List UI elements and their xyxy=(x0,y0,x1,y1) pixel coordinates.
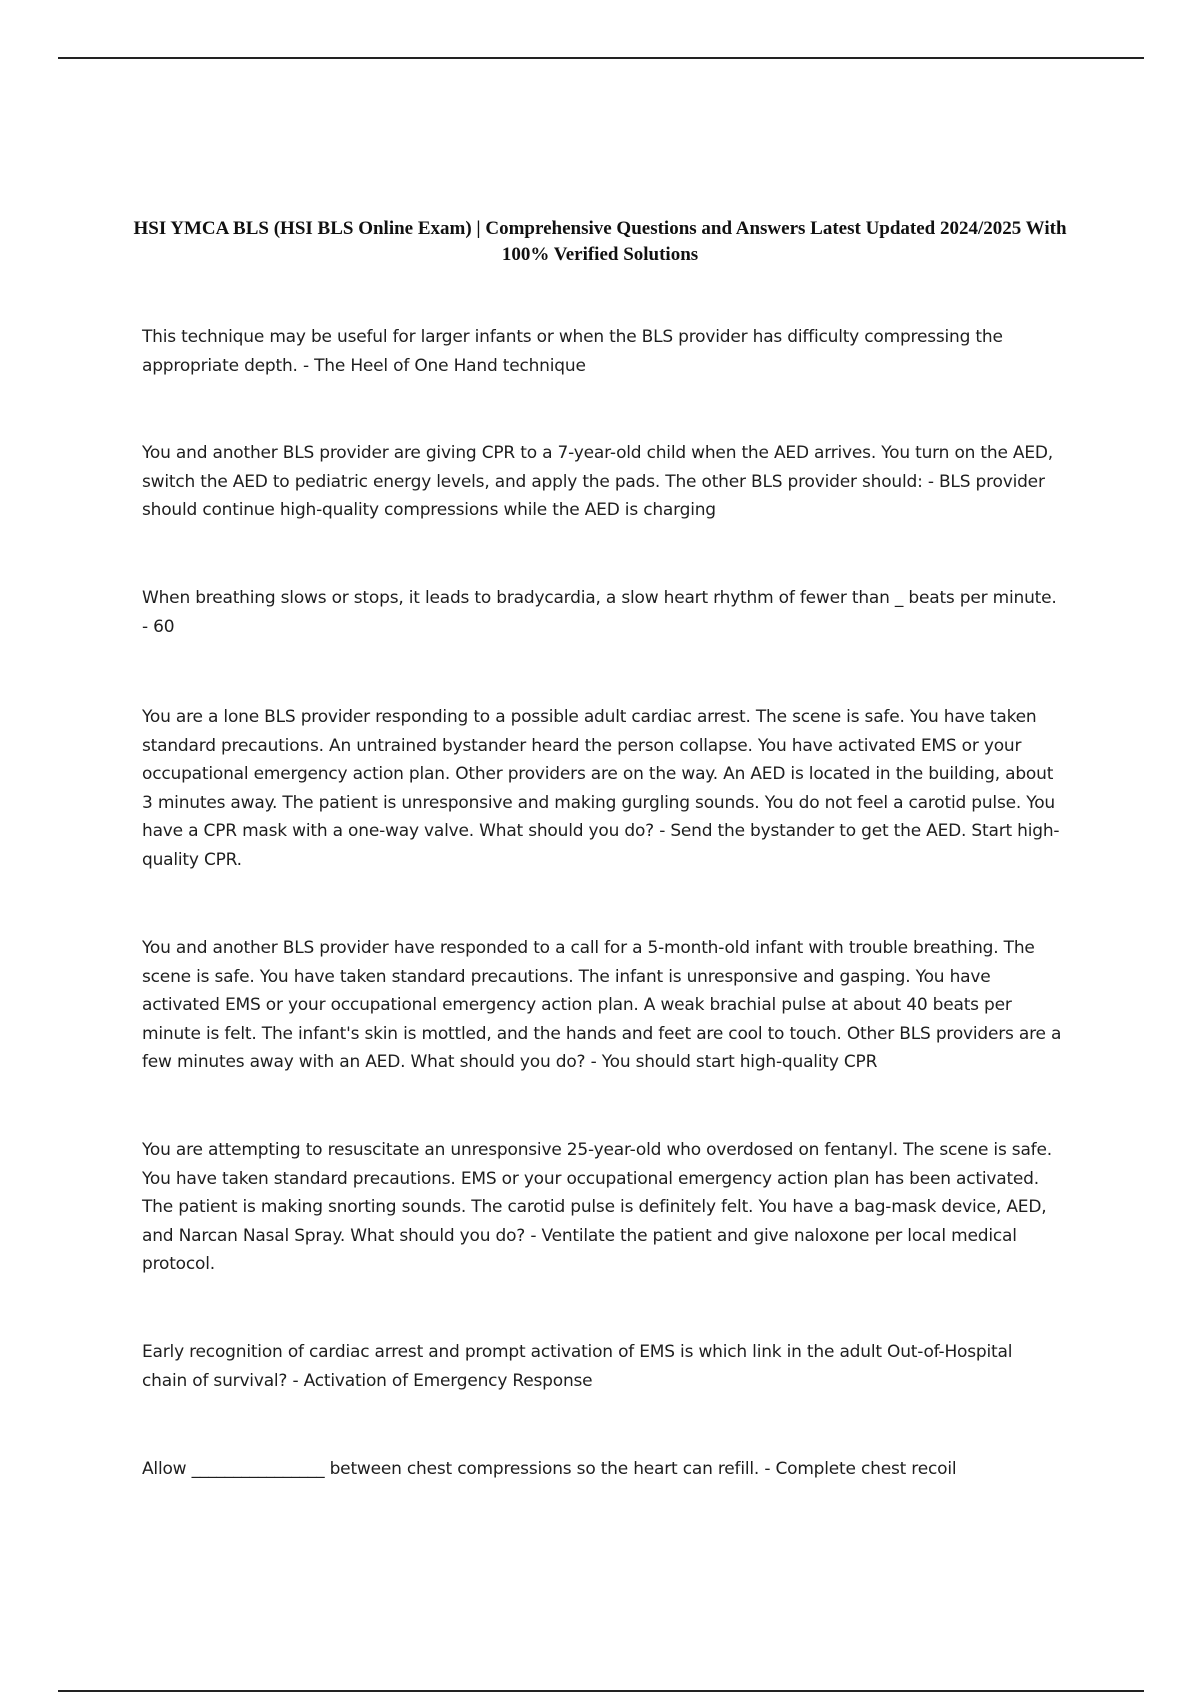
qa-item xyxy=(142,1455,1062,1484)
question-text: Early recognition of cardiac arrest and prompt activation of EMS is which link in the adult Out-of-Hospital chain of survival? xyxy=(142,1342,1013,1391)
qa-item xyxy=(142,439,1062,525)
question-text: You are attempting to resuscitate an unresponsive 25-year-old who overdosed on fentanyl. The scene is safe. You have taken standard precautions. EMS or your occupational emergency action plan has been activated. The patient is making snorting sounds. The carotid pulse is definitely felt. You have a bag-mask device, AED, and Narcan Nasal Spray. What should you do? xyxy=(142,1140,1052,1246)
answer-text: Activation of Emergency Response xyxy=(303,1370,593,1391)
question-text: Allow ________________ between chest compressions so the heart can refill. xyxy=(142,1459,760,1479)
question-text: This technique may be useful for larger infants or when the BLS provider has difficulty compressing the appropriate depth. xyxy=(142,327,1003,376)
qa-separator: - xyxy=(525,1225,542,1246)
question-text: When breathing slows or stops, it leads to bradycardia, a slow heart rhythm of fewer than _ beats per minute. xyxy=(142,588,1057,608)
document-title: HSI YMCA BLS (HSI BLS Online Exam) | Comprehensive Questions and Answers Latest Updated 2024/2025 With 100% Verified Solutions xyxy=(133,218,1067,265)
qa-separator: - xyxy=(297,355,315,376)
qa-item xyxy=(142,703,1062,875)
footer-rule xyxy=(58,1690,1144,1692)
question-text: You are a lone BLS provider responding to a possible adult cardiac arrest. The scene is safe. You have taken standard precautions. An untrained bystander heard the person collapse. You have activated EMS or your occupational emergency action plan. Other providers are on the way. An AED is located in the building, about 3 minutes away. The patient is unresponsive and making gurgling sounds. You do not feel a carotid pulse. You have a CPR mask with a one-way valve. What should you do? xyxy=(142,707,1055,842)
qa-item xyxy=(142,1338,1062,1395)
qa-item xyxy=(142,323,1062,380)
qa-separator: - xyxy=(287,1370,304,1391)
qa-separator: - xyxy=(922,471,939,492)
answer-text: Send the bystander to get the AED. Start high-quality CPR. xyxy=(142,821,1060,870)
qa-separator: - xyxy=(585,1052,602,1073)
qa-item xyxy=(142,1136,1062,1279)
question-text: You and another BLS provider are giving CPR to a 7-year-old child when the AED arrives. You turn on the AED, switch the AED to pediatric energy levels, and apply the pads. The other BLS provider should: xyxy=(142,443,1054,492)
answer-text: You should start high-quality CPR xyxy=(601,1052,878,1073)
answer-text: BLS provider should continue high-quality compressions while the AED is charging xyxy=(142,471,1045,521)
qa-separator: - xyxy=(759,1459,776,1479)
qa-item xyxy=(142,584,1062,641)
answer-text: Ventilate the patient and give naloxone per local medical protocol. xyxy=(142,1225,1017,1275)
qa-list xyxy=(142,0,1062,1700)
answer-text: 60 xyxy=(153,616,175,637)
question-text: You and another BLS provider have responded to a call for a 5-month-old infant with trouble breathing. The scene is safe. You have taken standard precautions. The infant is unresponsive and gasping. You have activated EMS or your occupational emergency action plan. A weak brachial pulse at about 40 beats per minute is felt. The infant's skin is mottled, and the hands and feet are cool to touch. Other BLS providers are a few minutes away with an AED. What should you do? xyxy=(142,938,1062,1073)
qa-separator: - xyxy=(142,616,154,637)
qa-separator: - xyxy=(653,821,671,842)
qa-item xyxy=(142,934,1062,1077)
answer-text: The Heel of One Hand technique xyxy=(314,355,586,376)
answer-text: Complete chest recoil xyxy=(775,1459,957,1479)
